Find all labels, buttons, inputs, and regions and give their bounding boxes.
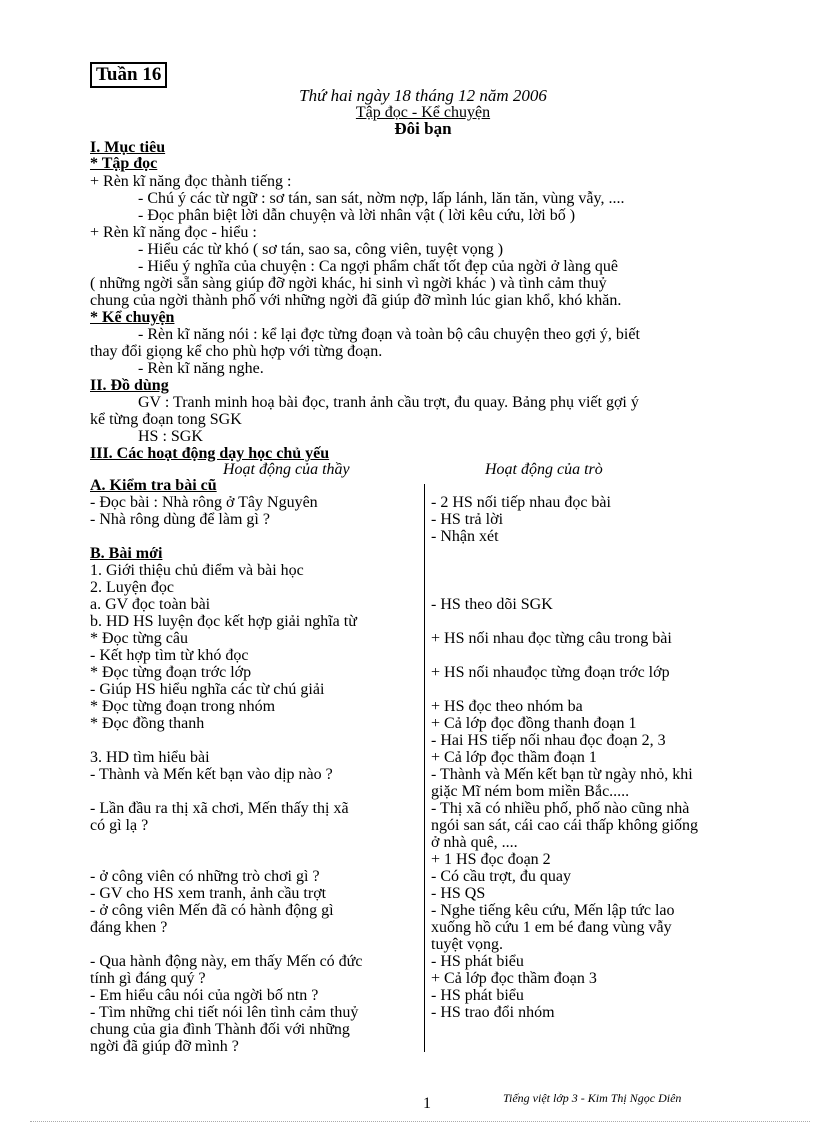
student-activity: - HS trao đổi nhóm (431, 1004, 555, 1021)
teacher-activity: 1. Giới thiệu chủ điểm và bài học (90, 562, 304, 579)
teacher-activity: - Nhà rông dùng để làm gì ? (90, 511, 270, 528)
objective-line: - Đọc phân biệt lời dẫn chuyện và lời nhân vật ( lời kêu cứu, lời bố ) (138, 207, 576, 224)
teacher-activity: tính gì đáng quý ? (90, 970, 206, 987)
teacher-activity: - Thành và Mến kết bạn vào dịp nào ? (90, 766, 333, 783)
student-activity: + 1 HS đọc đoạn 2 (431, 851, 551, 868)
materials-line: GV : Tranh minh hoạ bài đọc, tranh ảnh cầu trợt, đu quay. Bảng phụ viết gợi ý (138, 394, 639, 411)
objective-line: - Hiểu các từ khó ( sơ tán, sao sa, công viên, tuyệt vọng ) (138, 241, 504, 258)
student-activity: - Thành và Mến kết bạn từ ngày nhỏ, khi (431, 766, 693, 783)
teacher-activity: - Kết hợp tìm từ khó đọc (90, 647, 249, 664)
teacher-activity: * Đọc từng câu (90, 630, 188, 647)
objective-line: thay đổi giọng kể cho phù hợp với từng đoạn. (90, 343, 383, 360)
student-activity: + Cả lớp đọc thầm đoạn 3 (431, 970, 597, 987)
student-activity: - HS trả lời (431, 511, 504, 528)
objective-line: - Rèn kĩ năng nói : kể lại đợc từng đoạn và toàn bộ câu chuyện theo gợi ý, biết (138, 326, 640, 343)
student-activity: - Hai HS tiếp nối nhau đọc đoạn 2, 3 (431, 732, 666, 749)
review-heading: A. Kiểm tra bài cũ (90, 477, 217, 494)
reading-heading: * Tập đọc (90, 155, 158, 172)
page-number: 1 (423, 1095, 431, 1112)
student-activity: + Cả lớp đọc thầm đoạn 1 (431, 749, 597, 766)
lesson-date: Thứ hai ngày 18 tháng 12 năm 2006 (299, 86, 547, 105)
teacher-activity: - Đọc bài : Nhà rông ở Tây Nguyên (90, 494, 318, 511)
teacher-activity: ngời đã giúp đỡ mình ? (90, 1038, 239, 1055)
footer-author: Tiếng việt lớp 3 - Kim Thị Ngọc Diên (503, 1091, 682, 1105)
section-objectives-heading: I. Mục tiêu (90, 139, 166, 156)
student-activity: giặc Mĩ ném bom miền Bắc..... (431, 783, 630, 800)
student-activity: + HS đọc theo nhóm ba (431, 698, 583, 715)
teacher-activity: - ở công viên có những trò chơi gì ? (90, 868, 320, 885)
student-activity: tuyệt vọng. (431, 936, 503, 953)
storytelling-heading: * Kể chuyện (90, 309, 175, 326)
student-activity: ở nhà quê, .... (431, 834, 518, 851)
student-activity: ngói san sát, cái cao cái thấp không giống (431, 817, 699, 834)
teacher-activity: - Em hiểu câu nói của ngời bố ntn ? (90, 987, 319, 1004)
student-activity: - Nghe tiếng kêu cứu, Mến lập tức lao (431, 902, 675, 919)
teacher-activity: đáng khen ? (90, 919, 168, 936)
objective-line: + Rèn kĩ năng đọc thành tiếng : (90, 173, 292, 190)
footer-rule (30, 1121, 810, 1122)
teacher-activity: 3. HD tìm hiểu bài (90, 749, 210, 766)
teacher-activity: - Lần đầu ra thị xã chơi, Mến thấy thị xã (90, 800, 349, 817)
student-activity: - 2 HS nối tiếp nhau đọc bài (431, 494, 611, 511)
student-activity: - HS phát biểu (431, 953, 524, 970)
student-activity: + Cả lớp đọc đồng thanh đoạn 1 (431, 715, 637, 732)
teacher-activity: - ở công viên Mến đã có hành động gì (90, 902, 334, 919)
student-column-header: Hoạt động của trò (485, 461, 603, 478)
student-activity: - HS QS (431, 885, 486, 902)
teacher-activity: * Đọc từng đoạn trong nhóm (90, 698, 276, 715)
student-activity: - HS theo dõi SGK (431, 596, 553, 613)
teacher-activity: - Giúp HS hiểu nghĩa các từ chú giải (90, 681, 325, 698)
week-label: Tuần 16 (90, 62, 167, 88)
student-activity: - Thị xã có nhiều phố, phố nào cũng nhà (431, 800, 690, 817)
section-activities-heading: III. Các hoạt động dạy học chủ yếu (90, 445, 330, 462)
teacher-activity: - Tìm những chi tiết nói lên tình cảm thuỷ (90, 1004, 359, 1021)
objective-line: - Chú ý các từ ngữ : sơ tán, san sát, nờm nợp, lấp lánh, lăn tăn, vùng vẫy, .... (138, 190, 625, 207)
teacher-activity: * Đọc đồng thanh (90, 715, 205, 732)
subject-title: Tập đọc - Kể chuyện (355, 104, 491, 121)
section-materials-heading: II. Đồ dùng (90, 377, 169, 394)
objective-line: chung của ngời thành phố với những ngời đã giúp đỡ mình lúc gian khổ, khó khăn. (90, 292, 622, 309)
student-activity: + HS nối nhauđọc từng đoạn trớc lớp (431, 664, 670, 681)
student-activity: - Có cầu trợt, đu quay (431, 868, 571, 885)
teacher-column-header: Hoạt động của thầy (223, 461, 350, 478)
teacher-activity: - Qua hành động này, em thấy Mến có đức (90, 953, 363, 970)
student-activity: + HS nối nhau đọc từng câu trong bài (431, 630, 672, 647)
teacher-activity: - GV cho HS xem tranh, ảnh cầu trợt (90, 885, 327, 902)
materials-line: kể từng đoạn tong SGK (90, 411, 242, 428)
teacher-activity: a. GV đọc toàn bài (90, 596, 211, 613)
column-divider (424, 484, 425, 1052)
teacher-activity: 2. Luyện đọc (90, 579, 174, 596)
teacher-activity: b. HD HS luyện đọc kết hợp giải nghĩa từ (90, 613, 357, 630)
new-lesson-heading: B. Bài mới (90, 545, 163, 562)
objective-line: - Hiểu ý nghĩa của chuyện : Ca ngợi phẩm chất tốt đẹp của ngời ở làng quê (138, 258, 618, 275)
teacher-activity: * Đọc từng đoạn trớc lớp (90, 664, 252, 681)
objective-line: + Rèn kĩ năng đọc - hiểu : (90, 224, 257, 241)
student-activity: - HS phát biểu (431, 987, 524, 1004)
teacher-activity: có gì lạ ? (90, 817, 149, 834)
materials-line: HS : SGK (138, 428, 203, 445)
student-activity: xuống hồ cứu 1 em bé đang vùng vẫy (431, 919, 672, 936)
objective-line: - Rèn kĩ năng nghe. (138, 360, 264, 377)
objective-line: ( những ngời sẵn sàng giúp đỡ ngời khác, hi sinh vì ngời khác ) và tình cảm thuỷ (90, 275, 607, 292)
student-activity: - Nhận xét (431, 528, 499, 545)
teacher-activity: chung của gia đình Thành đối với những (90, 1021, 350, 1038)
lesson-title: Đôi bạn (394, 119, 452, 138)
